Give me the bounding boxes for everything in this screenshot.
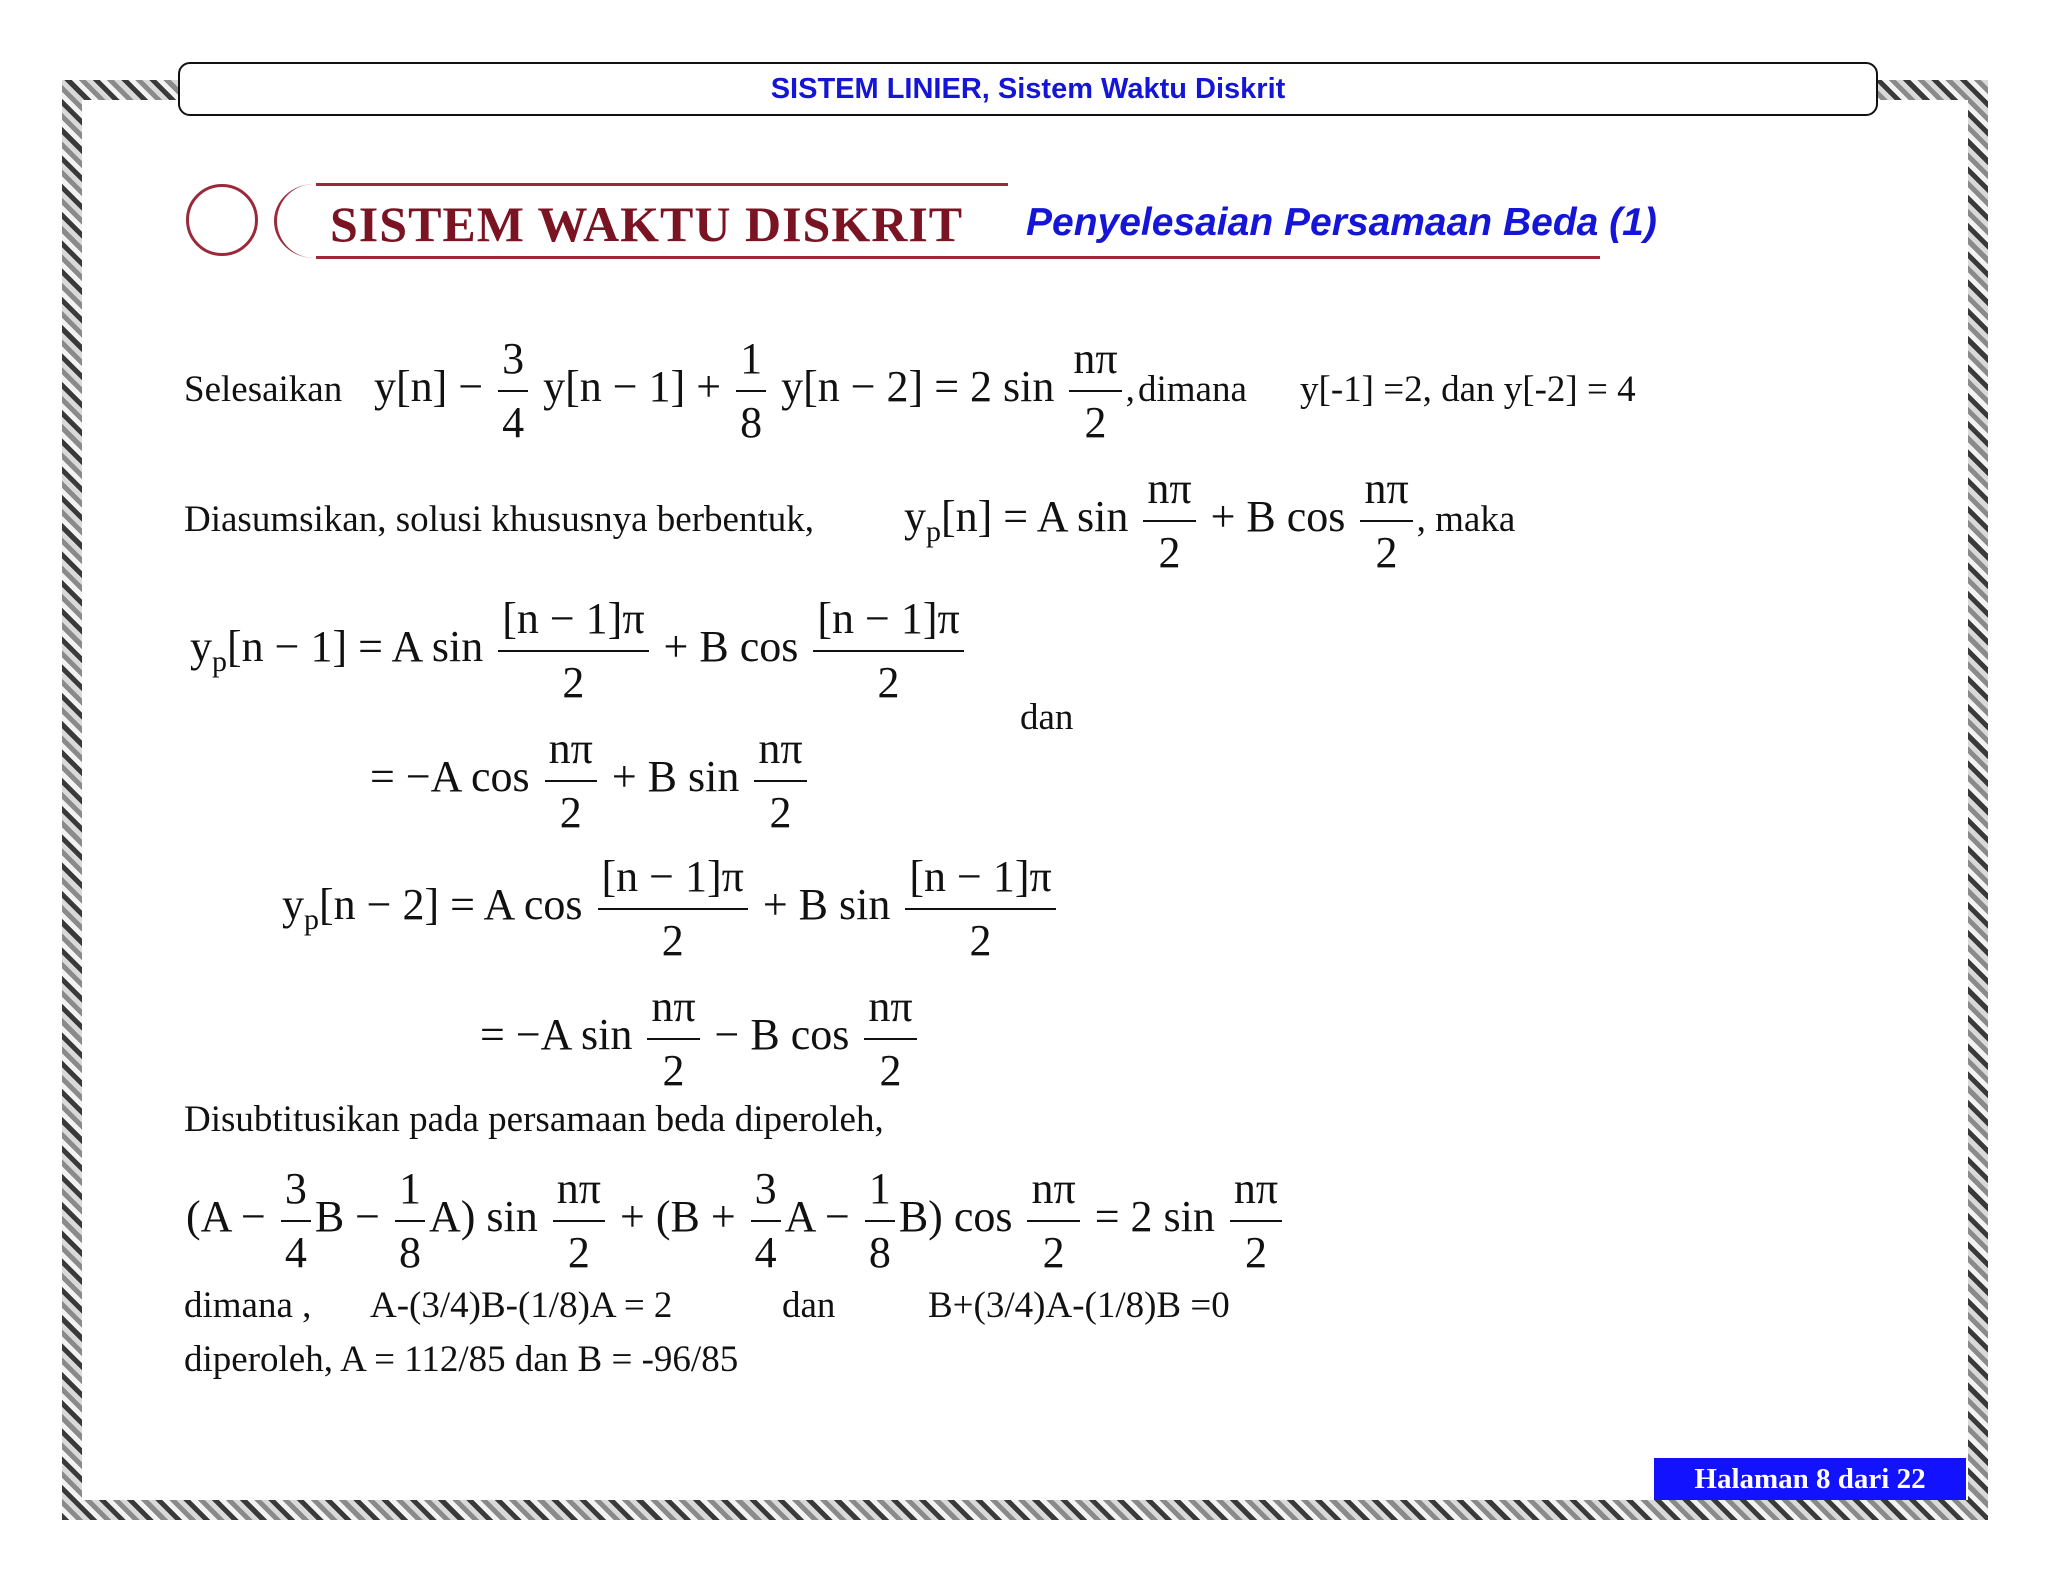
eq-term: y[n − 2] = 2 sin: [781, 362, 1055, 412]
fraction-num: nπ: [1233, 1164, 1279, 1213]
fraction-num: 3: [284, 1164, 307, 1213]
eq-punct: ,: [1125, 369, 1135, 411]
eq-subscript: p: [926, 515, 941, 549]
eq-term: + B sin: [611, 752, 740, 802]
particular-solution: [904, 458, 1515, 584]
fraction: [1069, 328, 1121, 454]
fraction: [754, 718, 806, 844]
fraction: [864, 976, 916, 1102]
problem-lead: Selesaikan: [184, 369, 343, 410]
fraction: [736, 328, 766, 454]
eq-term: + B cos: [663, 622, 799, 672]
eq-term: y: [190, 622, 212, 672]
fraction-num: nπ: [1364, 464, 1409, 513]
eq-term: + B sin: [762, 880, 891, 930]
circle-icon: [186, 184, 258, 256]
eq-term: [n − 1] = A sin: [227, 622, 484, 672]
fraction-den: 2: [1069, 390, 1121, 454]
substitution-text: Disubtitusikan pada persamaan beda diperoleh,: [184, 1099, 884, 1140]
eq-term: + B cos: [1210, 492, 1346, 542]
fraction-num: 1: [868, 1164, 891, 1213]
assumption-lead: Diasumsikan, solusi khususnya berbentuk,: [184, 499, 814, 540]
fraction-num: nπ: [758, 724, 803, 773]
eq-term: y[n − 1] +: [543, 362, 722, 412]
fraction-num: [n − 1]π: [817, 594, 960, 643]
fraction-num: nπ: [1147, 464, 1192, 513]
fraction-num: [n − 1]π: [502, 594, 645, 643]
fraction-den: 2: [498, 650, 648, 714]
fraction-num: nπ: [556, 1164, 601, 1213]
fraction: [905, 846, 1055, 972]
fraction-den: 4: [751, 1220, 781, 1284]
eq-yp-n-2-simplified: [480, 976, 921, 1102]
fraction: [813, 588, 963, 714]
title-rule-top: [316, 183, 1008, 186]
fraction: [498, 588, 648, 714]
fraction-num: [n − 1]π: [601, 852, 744, 901]
coefficient-eq-1: A-(3/4)B-(1/8)A = 2: [370, 1285, 673, 1326]
fraction: [1143, 458, 1195, 584]
eq-term: A −: [784, 1192, 850, 1242]
eq-subscript: p: [212, 645, 227, 679]
fraction: [865, 1158, 895, 1284]
fraction: [395, 1158, 425, 1284]
fraction-num: 1: [740, 334, 763, 383]
fraction: [1360, 458, 1412, 584]
fraction: [553, 1158, 605, 1284]
eq-yp-n-2: [282, 846, 1060, 972]
section-subtitle: Penyelesaian Persamaan Beda (1): [1026, 201, 1657, 244]
dan-connector: dan: [782, 1285, 836, 1326]
header-title: SISTEM LINIER, Sistem Waktu Diskrit: [770, 73, 1286, 105]
fraction-den: 2: [647, 1038, 699, 1102]
fraction-den: 2: [1143, 520, 1195, 584]
eq-term: − B cos: [714, 1010, 850, 1060]
fraction-den: 2: [905, 908, 1055, 972]
coefficient-eq-2: B+(3/4)A-(1/8)B =0: [928, 1285, 1230, 1326]
eq-term: = 2 sin: [1094, 1192, 1215, 1242]
fraction: [1230, 1158, 1282, 1284]
fraction-den: 8: [395, 1220, 425, 1284]
fraction: [598, 846, 748, 972]
eq-operator: −: [458, 362, 484, 412]
fraction-den: 8: [736, 390, 766, 454]
fraction-den: 2: [1230, 1220, 1282, 1284]
eq-term: B −: [314, 1192, 380, 1242]
fraction-den: 2: [1027, 1220, 1079, 1284]
fraction-num: nπ: [1031, 1164, 1076, 1213]
fraction-num: nπ: [651, 982, 696, 1031]
difference-equation: [374, 328, 1135, 454]
fraction-den: 2: [1360, 520, 1412, 584]
result-text: diperoleh, A = 112/85 dan B = -96/85: [184, 1339, 739, 1380]
section-title: SISTEM WAKTU DISKRIT: [330, 196, 964, 252]
eq-term: [n] = A sin: [941, 492, 1129, 542]
fraction-num: 1: [399, 1164, 421, 1213]
eq-term: = −A cos: [370, 752, 530, 802]
fraction-num: 3: [754, 1164, 777, 1213]
fraction-num: 3: [502, 334, 525, 383]
fraction-num: [n − 1]π: [909, 852, 1052, 901]
eq-term: y[n]: [374, 362, 448, 412]
fraction-den: 2: [553, 1220, 605, 1284]
eq-term: = −A sin: [480, 1010, 633, 1060]
fraction-den: 8: [865, 1220, 895, 1284]
fraction: [647, 976, 699, 1102]
fraction: [1027, 1158, 1079, 1284]
fraction: [751, 1158, 781, 1284]
dimana-prefix: dimana ,: [184, 1285, 312, 1326]
fraction-den: 2: [813, 650, 963, 714]
title-rule-bottom: [316, 256, 1600, 259]
fraction-den: 4: [498, 390, 528, 454]
dan-label: dan: [1020, 697, 1074, 738]
fraction-den: 4: [281, 1220, 311, 1284]
fraction: [498, 328, 528, 454]
eq-term: B) cos: [898, 1192, 1013, 1242]
fraction-num: nπ: [1073, 334, 1118, 383]
eq-term: (A −: [186, 1192, 266, 1242]
eq-term: [n − 2] = A cos: [319, 880, 583, 930]
dimana-label: dimana: [1138, 369, 1247, 410]
eq-yp-n-1-simplified: [370, 718, 811, 844]
eq-term: y: [282, 880, 304, 930]
fraction: [281, 1158, 311, 1284]
eq-term: y: [904, 492, 926, 542]
fraction-den: 2: [864, 1038, 916, 1102]
fraction-den: 2: [754, 780, 806, 844]
eq-yp-n-1: [190, 588, 968, 714]
fraction-num: nπ: [868, 982, 913, 1031]
page-indicator: Halaman 8 dari 22: [1654, 1458, 1966, 1500]
initial-conditions: y[-1] =2, dan y[-2] = 4: [1300, 369, 1636, 410]
eq-subscript: p: [304, 903, 319, 937]
fraction: [545, 718, 597, 844]
fraction-den: 2: [545, 780, 597, 844]
fraction-num: nπ: [548, 724, 593, 773]
substituted-equation: [186, 1158, 1286, 1284]
eq-term: , maka: [1416, 499, 1516, 541]
fraction-den: 2: [598, 908, 748, 972]
eq-term: + (B +: [620, 1192, 736, 1242]
header-bar: [178, 62, 1878, 116]
eq-term: A) sin: [429, 1192, 538, 1242]
